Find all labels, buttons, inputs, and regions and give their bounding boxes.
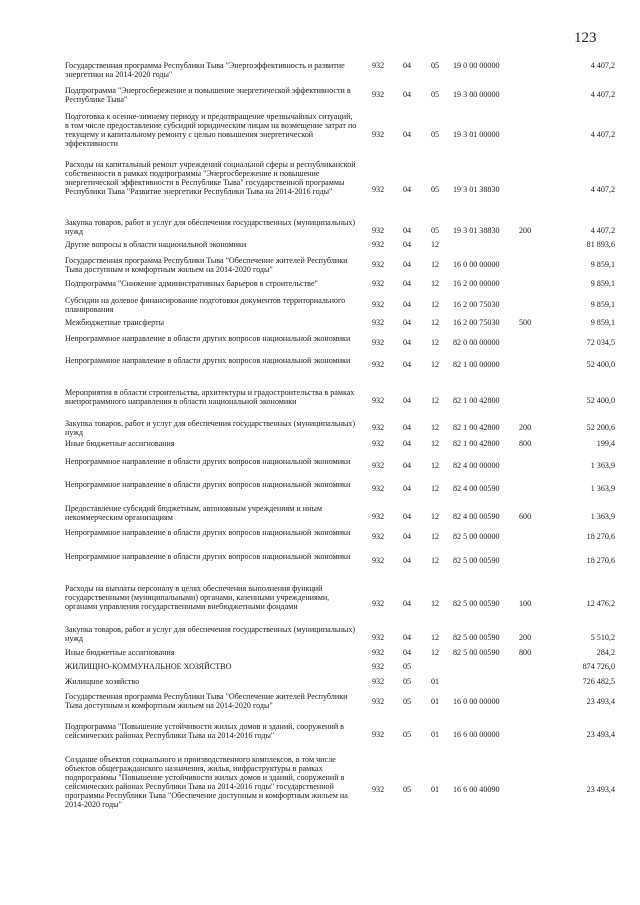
section-code: 04: [403, 633, 412, 642]
ministry-code: 932: [372, 130, 385, 139]
section-code: 04: [403, 130, 412, 139]
row-description: Закупка товаров, работ и услуг для обеспечения государственных (муниципальных) нужд: [65, 625, 356, 643]
target-article-code: 82 5 00 00590: [453, 633, 500, 642]
row-description: Непрограммное направление в области других вопросов национальной экономики: [65, 528, 351, 537]
section-code: 04: [403, 338, 412, 347]
target-article-code: 82 4 00 00590: [453, 512, 500, 521]
ministry-code: 932: [372, 484, 385, 493]
section-code: 05: [403, 677, 412, 686]
row-description: Предоставление субсидий бюджетным, автономным учреждениям и иным некоммерческим организациям: [65, 504, 323, 522]
target-article-code: 19 3 01 00000: [453, 130, 500, 139]
ministry-code: 932: [372, 512, 385, 521]
subsection-code: 01: [431, 677, 440, 686]
ministry-code: 932: [372, 423, 385, 432]
target-article-code: 16 0 00 00000: [453, 260, 500, 269]
expense-type-code: 500: [519, 318, 532, 327]
row-description: Непрограммное направление в области других вопросов национальной экономики: [65, 356, 351, 365]
section-code: 05: [403, 697, 412, 706]
row-description: Закупка товаров, работ и услуг для обеспечения государственных (муниципальных) нужд: [65, 419, 356, 437]
section-code: 05: [403, 785, 412, 794]
section-code: 04: [403, 484, 412, 493]
subsection-code: 12: [431, 279, 440, 288]
subsection-code: 12: [431, 633, 440, 642]
target-article-code: 82 4 00 00590: [453, 484, 500, 493]
ministry-code: 932: [372, 226, 385, 235]
amount: 1 363,9: [590, 484, 615, 493]
subsection-code: 12: [431, 423, 440, 432]
target-article-code: 16 6 00 40090: [453, 785, 500, 794]
section-code: 04: [403, 423, 412, 432]
row-description: Создание объектов социального и производственного комплексов, в том числе объектов общегражданского назначения, жилья, инфраструктуры в рамках подпрограммы "Повышение устойчивости жилых домов и зданий, сооружений в сейсмических районах Республики Тыва на 2014-2016 годы" государственной программы Республики Тыва "Обеспечение доступным и комфортным жильем на 2014-2020 годы": [65, 755, 348, 809]
row-description: Расходы на капитальный ремонт учреждений социальной сферы и республиканской собственности в рамках подпрограммы "Энергосбережение и повышение энергетической эффективности в Республике Тыва" государственной программы Республики Тыва "Развитие энергетики Республики Тыва на 2014-2016 годы": [65, 160, 356, 196]
subsection-code: 01: [431, 697, 440, 706]
target-article-code: 82 5 00 00590: [453, 599, 500, 608]
ministry-code: 932: [372, 461, 385, 470]
expense-type-code: 800: [519, 648, 532, 657]
target-article-code: 16 6 00 00000: [453, 730, 500, 739]
target-article-code: 16 0 00 00000: [453, 697, 500, 706]
subsection-code: 01: [431, 785, 440, 794]
row-description: Иные бюджетные ассигнования: [65, 648, 175, 657]
amount: 23 493,4: [586, 697, 615, 706]
subsection-code: 12: [431, 556, 440, 565]
section-code: 04: [403, 648, 412, 657]
section-code: 04: [403, 512, 412, 521]
expense-type-code: 800: [519, 439, 532, 448]
row-description: Межбюджетные трансферты: [65, 318, 165, 327]
subsection-code: 12: [431, 439, 440, 448]
row-description: ЖИЛИЩНО-КОММУНАЛЬНОЕ ХОЗЯЙСТВО: [65, 662, 232, 671]
target-article-code: 82 1 00 42800: [453, 439, 500, 448]
row-description: Подпрограмма "Повышение устойчивости жилых домов и зданий, сооружений в сейсмических районах Республики Тыва на 2014-2016 годы": [65, 722, 345, 740]
amount: 12 476,2: [586, 599, 615, 608]
row-description: Подпрограмма "Энергосбережение и повышение энергетической эффективности в Республике Тыва": [65, 86, 351, 104]
amount: 1 363,9: [590, 512, 615, 521]
amount: 9 859,1: [590, 318, 615, 327]
row-description: Иные бюджетные ассигнования: [65, 439, 175, 448]
amount: 726 482,5: [582, 677, 615, 686]
ministry-code: 932: [372, 785, 385, 794]
ministry-code: 932: [372, 260, 385, 269]
target-article-code: 82 5 00 00590: [453, 648, 500, 657]
subsection-code: 05: [431, 61, 440, 70]
amount: 18 270,6: [586, 556, 615, 565]
subsection-code: 12: [431, 240, 440, 249]
section-code: 04: [403, 396, 412, 405]
ministry-code: 932: [372, 532, 385, 541]
target-article-code: 82 4 00 00000: [453, 461, 500, 470]
subsection-code: 12: [431, 396, 440, 405]
row-description: Непрограммное направление в области других вопросов национальной экономики: [65, 457, 351, 466]
row-description: Государственная программа Республики Тыва "Обеспечение жителей Республики Тыва доступным и комфортным жильем на 2014-2020 годы": [65, 256, 348, 274]
ministry-code: 932: [372, 360, 385, 369]
expense-type-code: 200: [519, 423, 532, 432]
subsection-code: 12: [431, 360, 440, 369]
expense-type-code: 200: [519, 633, 532, 642]
ministry-code: 932: [372, 61, 385, 70]
section-code: 04: [403, 318, 412, 327]
ministry-code: 932: [372, 556, 385, 565]
ministry-code: 932: [372, 730, 385, 739]
section-code: 04: [403, 556, 412, 565]
subsection-code: 12: [431, 260, 440, 269]
row-description: Непрограммное направление в области других вопросов национальной экономики: [65, 552, 351, 561]
target-article-code: 16 2 00 75030: [453, 300, 500, 309]
amount: 284,2: [596, 648, 615, 657]
row-description: Непрограммное направление в области других вопросов национальной экономики: [65, 334, 351, 343]
section-code: 04: [403, 532, 412, 541]
section-code: 04: [403, 90, 412, 99]
expense-type-code: 100: [519, 599, 532, 608]
subsection-code: 05: [431, 226, 440, 235]
subsection-code: 12: [431, 512, 440, 521]
amount: 4 407,2: [590, 61, 615, 70]
ministry-code: 932: [372, 90, 385, 99]
target-article-code: 19 3 00 00000: [453, 90, 500, 99]
amount: 52 400,0: [586, 396, 615, 405]
ministry-code: 932: [372, 599, 385, 608]
amount: 23 493,4: [586, 785, 615, 794]
section-code: 04: [403, 439, 412, 448]
target-article-code: 16 2 00 00000: [453, 279, 500, 288]
target-article-code: 82 5 00 00590: [453, 556, 500, 565]
subsection-code: 12: [431, 532, 440, 541]
ministry-code: 932: [372, 279, 385, 288]
row-description: Государственная программа Республики Тыва "Энергоэффективность и развитие энергетики на 2014-2020 годы": [65, 61, 345, 79]
ministry-code: 932: [372, 662, 385, 671]
ministry-code: 932: [372, 338, 385, 347]
ministry-code: 932: [372, 697, 385, 706]
target-article-code: 82 5 00 00000: [453, 532, 500, 541]
amount: 18 270,6: [586, 532, 615, 541]
subsection-code: 12: [431, 484, 440, 493]
expense-type-code: 200: [519, 226, 532, 235]
section-code: 04: [403, 260, 412, 269]
section-code: 04: [403, 300, 412, 309]
ministry-code: 932: [372, 318, 385, 327]
row-description: Государственная программа Республики Тыва "Обеспечение жителей Республики Тыва доступным и комфортным жильем на 2014-2020 годы": [65, 692, 348, 710]
row-description: Подпрограмма "Снижение административных барьеров в строительстве": [65, 279, 318, 288]
section-code: 05: [403, 662, 412, 671]
target-article-code: 16 2 00 75030: [453, 318, 500, 327]
section-code: 04: [403, 61, 412, 70]
section-code: 04: [403, 360, 412, 369]
ministry-code: 932: [372, 677, 385, 686]
section-code: 04: [403, 599, 412, 608]
subsection-code: 12: [431, 300, 440, 309]
target-article-code: 82 1 00 00000: [453, 360, 500, 369]
section-code: 04: [403, 226, 412, 235]
subsection-code: 05: [431, 185, 440, 194]
section-code: 05: [403, 730, 412, 739]
page-number: 123: [574, 30, 597, 46]
amount: 23 493,4: [586, 730, 615, 739]
ministry-code: 932: [372, 439, 385, 448]
subsection-code: 12: [431, 599, 440, 608]
row-description: Расходы на выплаты персоналу в целях обеспечения выполнения функций государственными (муниципальными) органами, казенными учреждениями, органами управления государственными внебюджетными фондами: [65, 584, 330, 611]
subsection-code: 05: [431, 130, 440, 139]
target-article-code: 19 3 01 38830: [453, 226, 500, 235]
section-code: 04: [403, 279, 412, 288]
ministry-code: 932: [372, 300, 385, 309]
ministry-code: 932: [372, 633, 385, 642]
target-article-code: 19 0 00 00000: [453, 61, 500, 70]
row-description: Другие вопросы в области национальной экономики: [65, 240, 247, 249]
amount: 4 407,2: [590, 226, 615, 235]
amount: 4 407,2: [590, 90, 615, 99]
row-description: Субсидии на долевое финансирование подготовки документов территориального планирования: [65, 296, 346, 314]
row-description: Закупка товаров, работ и услуг для обеспечения государственных (муниципальных) нужд: [65, 218, 356, 236]
amount: 1 363,9: [590, 461, 615, 470]
amount: 199,4: [596, 439, 615, 448]
ministry-code: 932: [372, 185, 385, 194]
amount: 4 407,2: [590, 185, 615, 194]
section-code: 04: [403, 240, 412, 249]
subsection-code: 12: [431, 648, 440, 657]
amount: 9 859,1: [590, 279, 615, 288]
section-code: 04: [403, 461, 412, 470]
target-article-code: 82 0 00 00000: [453, 338, 500, 347]
ministry-code: 932: [372, 240, 385, 249]
amount: 52 400,0: [586, 360, 615, 369]
amount: 9 859,1: [590, 260, 615, 269]
target-article-code: 82 1 00 42800: [453, 423, 500, 432]
subsection-code: 12: [431, 318, 440, 327]
amount: 4 407,2: [590, 130, 615, 139]
amount: 52 200,6: [586, 423, 615, 432]
row-description: Жилищное хозяйство: [65, 677, 140, 686]
row-description: Подготовка к осенне-зимнему периоду и предотвращение чрезвычайных ситуаций, в том числе предоставление субсидий юридическим лицам на возмещение затрат по текущему и капитальному ремонту с целью повышения энергетической эффективности: [65, 112, 357, 148]
row-description: Мероприятия в области строительства, архитектуры и градостроительства в рамках внепрограммного направления в области национальной экономики: [65, 388, 355, 406]
subsection-code: 12: [431, 338, 440, 347]
expense-type-code: 600: [519, 512, 532, 521]
target-article-code: 82 1 00 42800: [453, 396, 500, 405]
amount: 5 510,2: [590, 633, 615, 642]
amount: 874 726,0: [582, 662, 615, 671]
ministry-code: 932: [372, 396, 385, 405]
section-code: 04: [403, 185, 412, 194]
subsection-code: 01: [431, 730, 440, 739]
target-article-code: 19 3 01 38830: [453, 185, 500, 194]
ministry-code: 932: [372, 648, 385, 657]
row-description: Непрограммное направление в области других вопросов национальной экономики: [65, 480, 351, 489]
amount: 9 859,1: [590, 300, 615, 309]
amount: 81 893,6: [586, 240, 615, 249]
subsection-code: 05: [431, 90, 440, 99]
amount: 72 034,5: [586, 338, 615, 347]
subsection-code: 12: [431, 461, 440, 470]
